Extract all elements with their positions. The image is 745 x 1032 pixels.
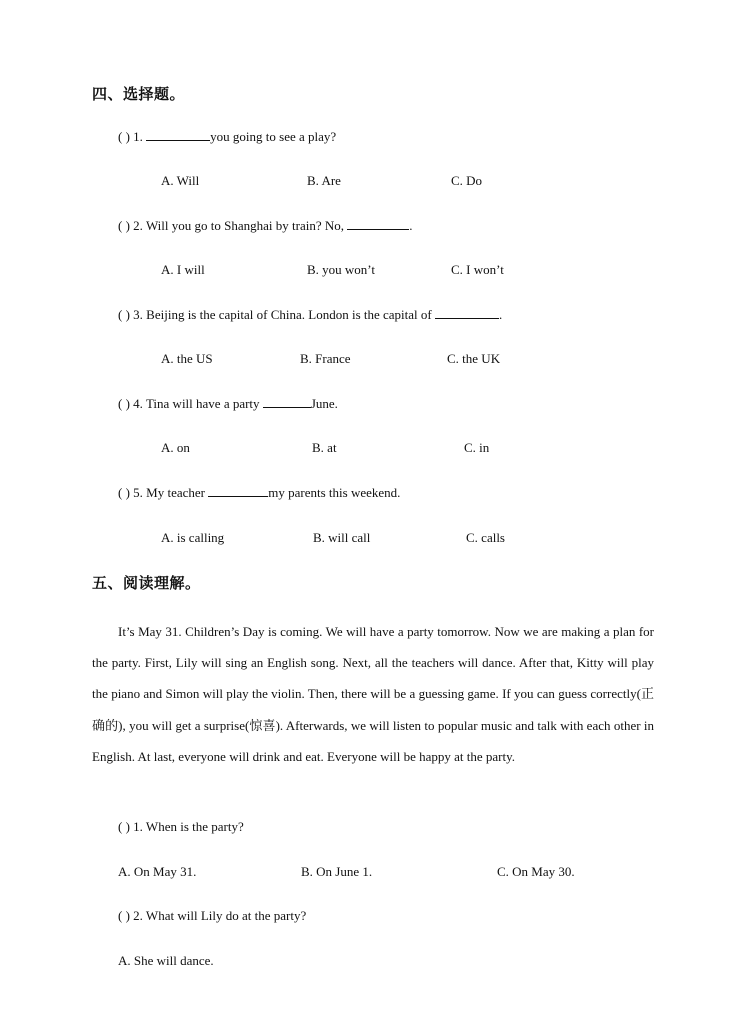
option-b[interactable]: B. at <box>312 440 337 455</box>
reading-passage <box>92 616 654 772</box>
option-a[interactable]: A. She will dance. <box>118 953 214 968</box>
choice-question-2 <box>118 218 413 234</box>
passage-text: It’s May 31. Children’s Day is coming. We will have a party tomorrow. Now we are making a plan for the party. First, Lily will sing an English song. Next, all the teachers will dance. After that, Kitty will play the piano and Simon will play the violin. Then, there will be a guessing game. If you can guess correctly(正确的), you will get a surprise(惊喜). Afterwards, we will listen to popular music and talk with each other in English. At last, everyone will drink and eat. Everyone will be happy at the party. <box>92 624 654 764</box>
question-text-before: My teacher <box>146 485 206 500</box>
question-text-after: my parents this weekend. <box>268 485 401 500</box>
question-text-after: . <box>499 307 503 322</box>
answer-paren[interactable]: ( ) <box>118 908 130 923</box>
option-a[interactable]: A. I will <box>161 262 205 277</box>
answer-blank[interactable] <box>435 307 499 319</box>
answer-paren[interactable]: ( ) <box>118 307 130 322</box>
answer-paren[interactable]: ( ) <box>118 396 130 411</box>
choice-question-3 <box>118 307 502 323</box>
question-number: 2. <box>133 218 143 233</box>
question-text-after: . <box>409 218 413 233</box>
option-c[interactable]: C. Do <box>451 173 483 188</box>
answer-paren[interactable]: ( ) <box>118 129 130 144</box>
option-c[interactable]: C. in <box>464 440 490 455</box>
answer-blank[interactable] <box>347 218 409 230</box>
question-text-before: Tina will have a party <box>145 396 260 411</box>
question-number: 5. <box>133 485 143 500</box>
question-text-after: June. <box>310 396 338 411</box>
option-c[interactable]: C. the UK <box>447 351 501 366</box>
question-text-before: Beijing is the capital of China. London is the capital of <box>146 307 432 322</box>
answer-paren[interactable]: ( ) <box>118 819 130 834</box>
question-number: 1. <box>133 129 143 144</box>
option-c[interactable]: C. I won’t <box>451 262 504 277</box>
option-a[interactable]: A. is calling <box>161 530 225 545</box>
section-4-heading: 四、选择题。 <box>92 85 186 103</box>
question-text-after: you going to see a play? <box>210 129 337 144</box>
question-text-before: Will you go to Shanghai by train? No, <box>145 218 344 233</box>
reading-question-2 <box>118 908 306 924</box>
option-a[interactable]: A. the US <box>161 351 213 366</box>
option-a[interactable]: A. On May 31. <box>118 864 197 879</box>
option-b[interactable]: B. On June 1. <box>301 864 373 879</box>
answer-paren[interactable]: ( ) <box>118 218 130 233</box>
reading-question-1 <box>118 819 244 835</box>
option-b[interactable]: B. you won’t <box>307 262 376 277</box>
question-number: 3. <box>133 307 143 322</box>
question-text: 1. When is the party? <box>133 819 244 834</box>
answer-paren[interactable]: ( ) <box>118 485 130 500</box>
choice-question-1 <box>118 129 336 145</box>
option-b[interactable]: B. France <box>300 351 351 366</box>
choice-question-4 <box>118 396 338 412</box>
option-a[interactable]: A. on <box>161 440 190 455</box>
option-b[interactable]: B. Are <box>307 173 341 188</box>
question-number: 4. <box>133 396 143 411</box>
option-c[interactable]: C. calls <box>466 530 505 545</box>
answer-blank[interactable] <box>146 129 210 141</box>
option-a[interactable]: A. Will <box>161 173 200 188</box>
choice-question-5 <box>118 485 400 501</box>
answer-blank[interactable] <box>263 396 311 408</box>
question-text: 2. What will Lily do at the party? <box>133 908 307 923</box>
section-5-heading: 五、阅读理解。 <box>92 574 201 592</box>
answer-blank[interactable] <box>208 485 268 497</box>
option-b[interactable]: B. will call <box>313 530 371 545</box>
option-c[interactable]: C. On May 30. <box>497 864 575 879</box>
